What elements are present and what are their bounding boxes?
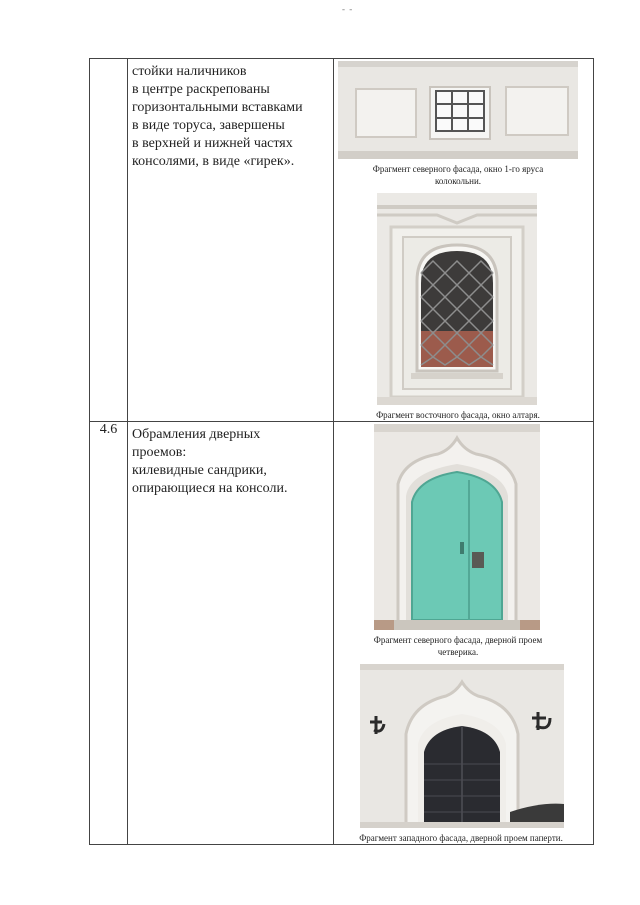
table-row bbox=[90, 59, 594, 422]
row-description bbox=[128, 59, 334, 422]
photo-caption: Фрагмент восточного фасада, окно алтаря. bbox=[376, 410, 540, 420]
photo-caption: колокольни. bbox=[434, 176, 482, 186]
west-facade-porch-door-photo bbox=[360, 664, 564, 828]
description-line: опирающиеся на консоли. bbox=[132, 481, 288, 496]
element-table bbox=[89, 58, 594, 845]
description-line: стойки наличников bbox=[132, 64, 247, 79]
row-photos bbox=[334, 59, 594, 422]
north-facade-door-photo bbox=[374, 424, 540, 630]
row-number: 4.6 bbox=[90, 422, 128, 845]
row-number bbox=[90, 59, 128, 422]
row-description bbox=[128, 422, 334, 845]
photo-caption: Фрагмент северного фасада, окно 1-го яруса bbox=[372, 164, 544, 174]
north-facade-window-photo bbox=[338, 61, 578, 159]
photo-caption: Фрагмент западного фасада, дверной проем паперти. bbox=[359, 833, 563, 843]
description-line: горизонтальными вставками bbox=[132, 100, 303, 115]
photo-caption: Фрагмент северного фасада, дверной проем bbox=[373, 635, 543, 645]
description-line: в центре раскрепованы bbox=[132, 82, 270, 97]
description-line: килевидные сандрики, bbox=[132, 463, 267, 478]
table-row bbox=[90, 422, 594, 845]
description-line: в верхней и нижней частях bbox=[132, 136, 293, 151]
photo-caption: четверика. bbox=[437, 647, 479, 657]
description-line: Обрамления дверных bbox=[132, 427, 261, 442]
row-photos bbox=[334, 422, 594, 845]
description-line: консолями, в виде «гирек». bbox=[132, 154, 295, 169]
page-mark: - - bbox=[342, 4, 354, 14]
description-line: проемов: bbox=[132, 445, 187, 460]
description-line: в виде торуса, завершены bbox=[132, 118, 285, 133]
east-facade-altar-window-photo bbox=[377, 193, 537, 405]
